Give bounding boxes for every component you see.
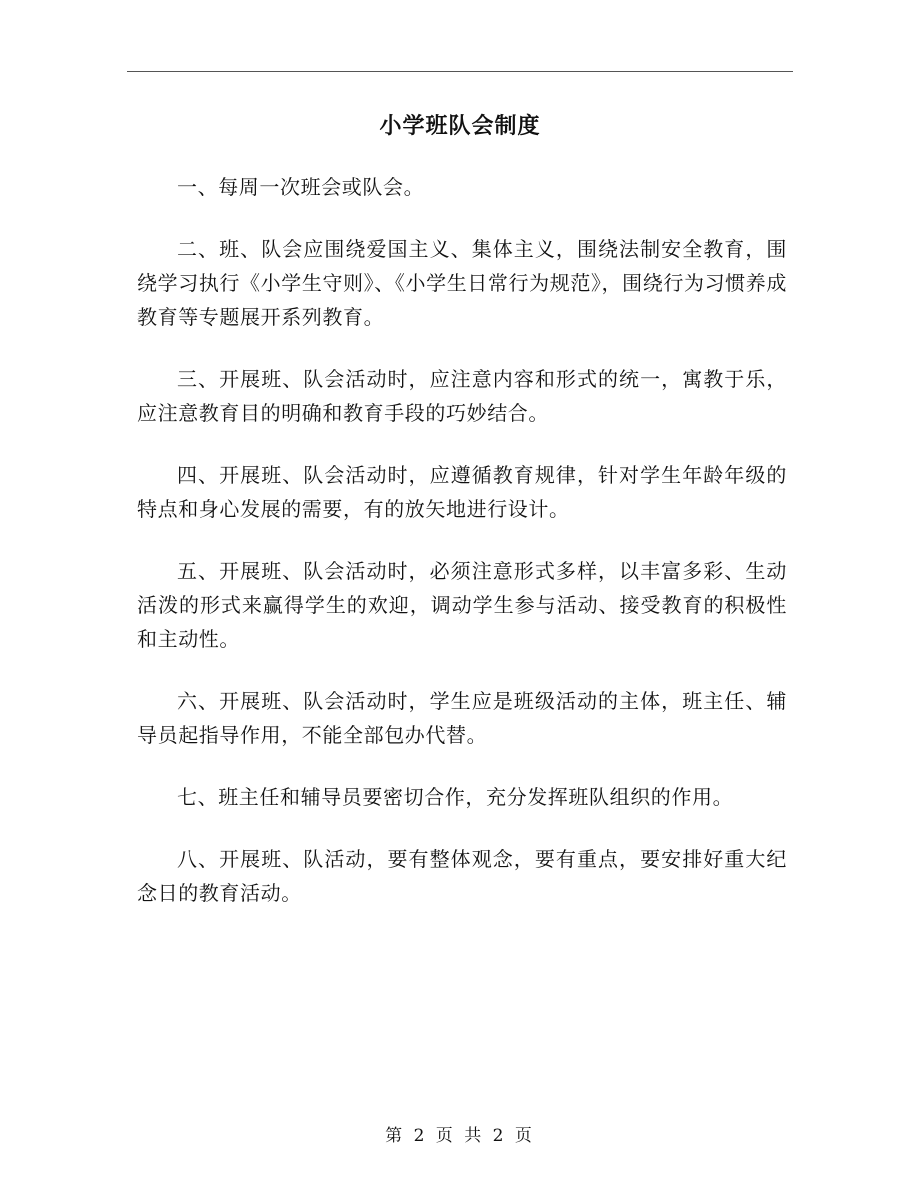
page-number: 第 2 页 共 2 页 [385, 1126, 535, 1146]
paragraph-1: 一、每周一次班会或队会。 [177, 175, 425, 199]
document-title: 小学班队会制度 [379, 113, 541, 139]
paragraph-7: 七、班主任和辅导员要密切合作，充分发挥班队组织的作用。 [177, 785, 734, 809]
paragraph-8: 八、开展班、队活动，要有整体观念，要有重点，要安排好重大纪念日的教育活动。 [137, 847, 787, 905]
paragraph-5: 五、开展班、队会活动时，必须注意形式多样，以丰富多彩、生动活泼的形式来赢得学生的欢迎，调动学生参与活动、接受教育的积极性和主动性。 [137, 559, 787, 651]
paragraph-2: 二、班、队会应围绕爱国主义、集体主义，围绕法制安全教育，围绕学习执行《小学生守则》、《小学生日常行为规范》，围绕行为习惯养成教育等专题展开系列教育。 [137, 237, 787, 329]
paragraph-3: 三、开展班、队会活动时，应注意内容和形式的统一，寓教于乐，应注意教育目的明确和教育手段的巧妙结合。 [137, 367, 787, 425]
paragraph-6: 六、开展班、队会活动时，学生应是班级活动的主体，班主任、辅导员起指导作用，不能全部包办代替。 [137, 689, 787, 747]
paragraph-4: 四、开展班、队会活动时，应遵循教育规律，针对学生年龄年级的特点和身心发展的需要，有的放矢地进行设计。 [137, 463, 787, 521]
document-body [137, 170, 787, 938]
header-rule [127, 71, 793, 72]
